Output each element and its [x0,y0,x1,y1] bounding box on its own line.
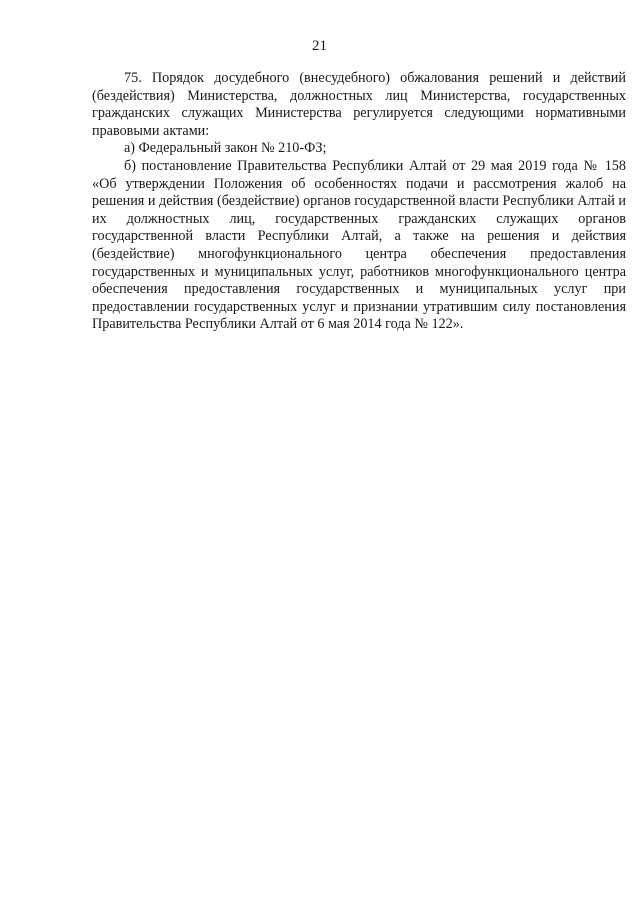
paragraph-75-intro: 75. Порядок досудебного (внесудебного) обжалования решений и действий (бездействия) Министерства, должностных лиц Министерства, государственных гражданских служащих Министерства регулируется следующими нормативными правовыми актами: [92,70,626,139]
list-item-a: а) Федеральный закон № 210-ФЗ; [124,140,327,157]
list-item-b: б) постановление Правительства Республики Алтай от 29 мая 2019 года № 158 «Об утверждении Положения об особенностях подачи и рассмотрения жалоб на решения и действия (бездействие) органов государственной власти Республики Алтай и их должностных лиц, государственных гражданских служащих органов государственной власти Республики Алтай, а также на решения и действия (бездействие) многофункционального центра обеспечения предоставления государственных и муниципальных услуг, работников многофункционального центра обеспечения предоставления государственных и муниципальных услуг при предоставлении государственных услуг и признании утратившим силу постановления Правительства Республики Алтай от 6 мая 2014 года № 122». [92,157,626,333]
page-number: 21 [312,38,327,54]
document-body [92,70,626,334]
